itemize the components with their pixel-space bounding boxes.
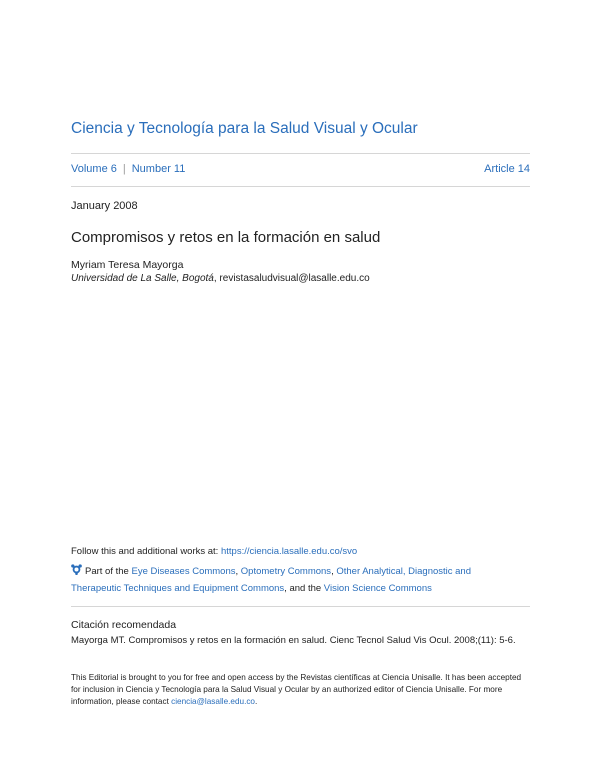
publication-date: January 2008 — [71, 200, 138, 212]
journal-title[interactable]: Ciencia y Tecnología para la Salud Visual y Ocular — [71, 120, 418, 137]
follow-line — [71, 546, 357, 557]
article-title: Compromisos y retos en la formación en salud — [71, 229, 381, 246]
follow-prefix: Follow this and additional works at: — [71, 546, 221, 557]
issue-row — [71, 163, 530, 175]
part-of-separator: , — [331, 566, 337, 577]
repository-link[interactable]: https://ciencia.lasalle.edu.co/svo — [220, 546, 358, 557]
eye-diseases-commons-link[interactable]: Eye Diseases Commons — [131, 566, 236, 577]
number-link[interactable]: Number 11 — [131, 163, 186, 175]
contact-email-link[interactable]: ciencia@lasalle.edu.co — [171, 697, 255, 706]
citation-heading: Citación recomendada — [71, 619, 177, 631]
notice-end: . — [255, 697, 258, 706]
author-name: Myriam Teresa Mayorga — [71, 259, 184, 271]
article-link[interactable]: Article 14 — [484, 163, 530, 175]
part-of-separator: , and the — [284, 583, 324, 594]
other-analytical-commons-link[interactable]: Other Analytical, Diagnostic and Therapeutic Techniques and Equipment Commons — [71, 566, 471, 594]
part-of-separator: , — [235, 566, 241, 577]
part-of-prefix: Part of the — [85, 566, 132, 577]
notice-text: This Editorial is brought to you for free and open access by the Revistas científicas at Ciencia Unisalle. It has been accepted for inclusion in Ciencia y Tecnología para la Salud Visual y Ocular by an authorized editor of Ciencia Unisalle. For more information, please contact — [71, 673, 522, 706]
divider-issue — [71, 186, 530, 187]
citation-text: Mayorga MT. Compromisos y retos en la formación en salud. Cienc Tecnol Salud Vis Ocul. 2008;(11): 5-6. — [71, 635, 516, 646]
vision-science-commons-link[interactable]: Vision Science Commons — [323, 583, 432, 594]
optometry-commons-link[interactable]: Optometry Commons — [240, 566, 332, 577]
volume-link[interactable]: Volume 6 — [71, 163, 117, 175]
author-email: , revistasaludvisual@lasalle.edu.co — [213, 273, 370, 284]
commons-network-icon — [71, 564, 82, 575]
divider-citation — [71, 606, 530, 607]
part-of-commons — [71, 563, 501, 597]
affiliation-institution: Universidad de La Salle, Bogotá — [71, 273, 214, 284]
access-notice — [71, 672, 531, 708]
author-affiliation — [71, 273, 370, 284]
issue-separator: | — [122, 163, 126, 175]
divider-top — [71, 153, 530, 154]
